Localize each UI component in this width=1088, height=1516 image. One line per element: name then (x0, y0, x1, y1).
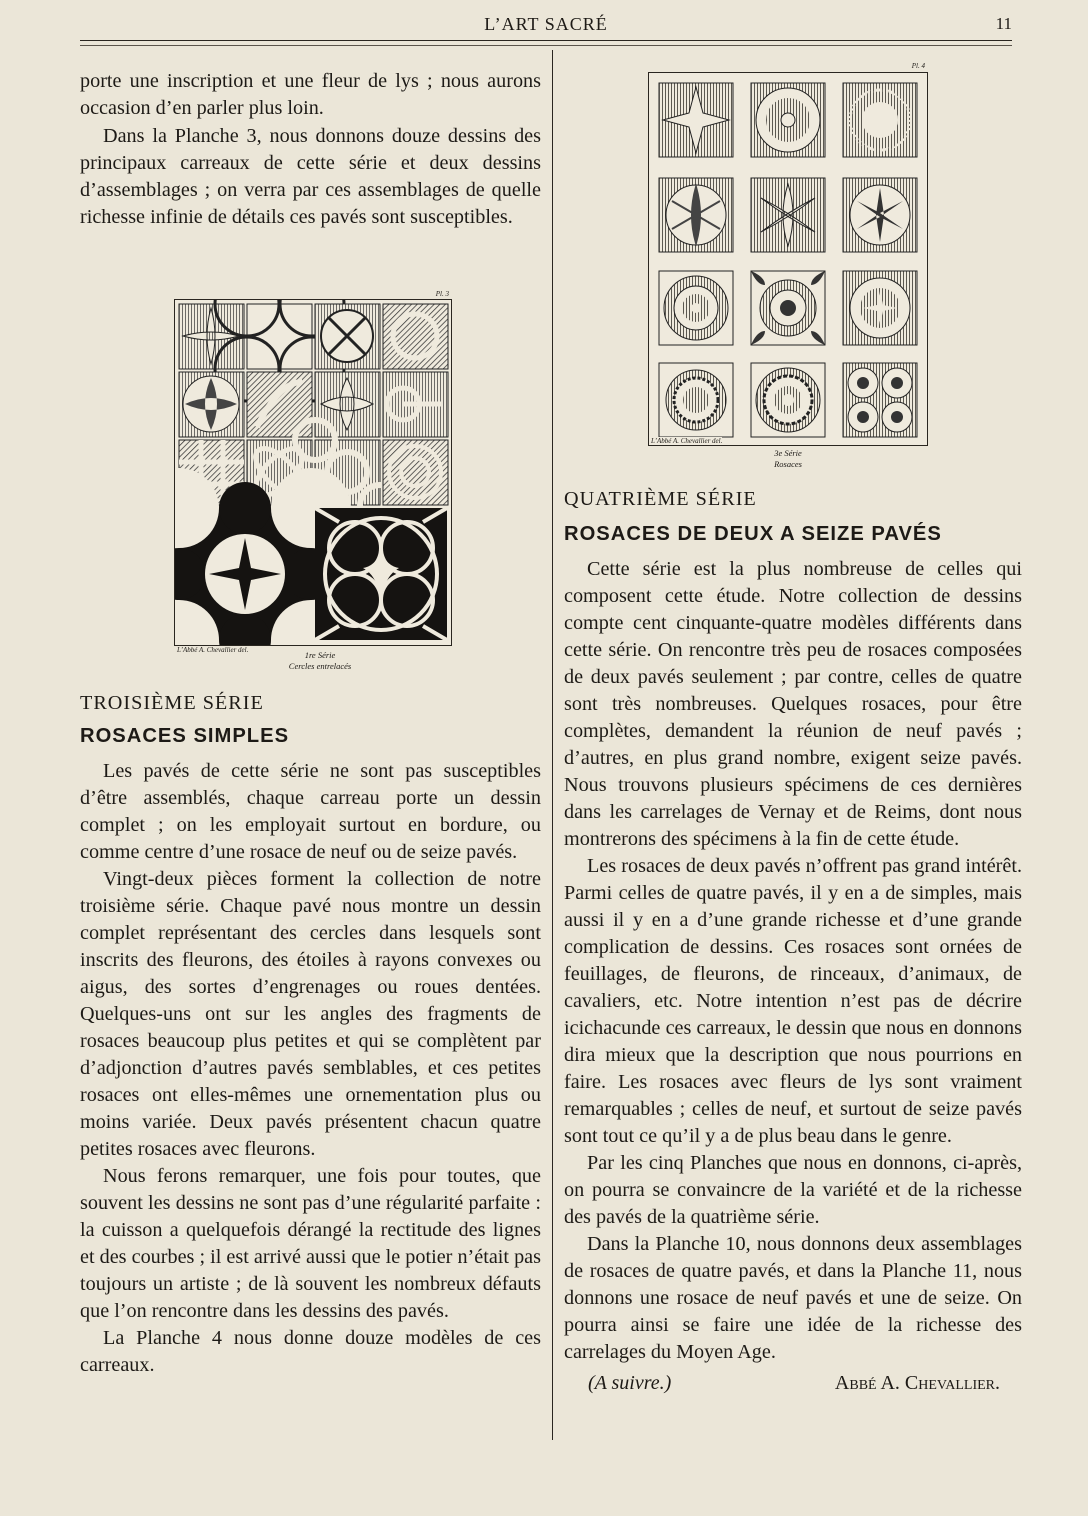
series-label: 3e Série (774, 448, 802, 458)
running-header (80, 12, 1012, 40)
to-be-continued: (A suivre.) (588, 1372, 672, 1394)
plate-3-figure (174, 290, 452, 671)
plate-3-drawing (175, 300, 451, 645)
header-rule-thin (80, 45, 1012, 46)
paragraph: Dans la Planche 10, nous donnons deux assemblages de rosaces de quatre pavés, et dans la Planche 11, nous donnons une rosace de neuf pavés et une de seize. On pourra ainsi se faire une idée de la richesse des carrelages du Moyen Age. (564, 1233, 1022, 1363)
paragraph: Les rosaces de deux pavés n’offrent pas grand intérêt. Parmi celles de quatre pavés, il y en a de simples, mais aussi il y en a d’une grande richesse et d’une grande complication de dessins. Ces rosaces sont ornées de feuillages, de fleurons, de rinceaux, d’animaux, de cavaliers, etc. Notre intention n’est pas de décrire icichacunde ces carreaux, le dessin que nous en donnons dira mieux que la description que nous pourrions en faire. Les rosaces avec fleurs de lys sont vraiment remarquables ; celles de neuf, et surtout de seize pavés sont tout ce qu’il y a de plus beau dans le genre. (564, 855, 1022, 1147)
plate-mark: Pl. 3 (435, 290, 449, 298)
paragraph: Vingt-deux pièces forment la collection de notre troisième série. Chaque pavé nous montre un dessin complet représentant des cercles dans lesquels sont inscrits des fleurons, des étoiles à rayons convexes ou aigus, des sortes d’engrenages ou roues dentées. Quelques-uns ont sur les angles des fragments de rosaces beaucoup plus petites et qui se complètent par d’adjonction d’autres pavés semblables, et ces petites rosaces ont elles-mêmes une ornementation plus ou moins variée. Deux pavés présentent chacun quatre petites rosaces avec fleurons. (80, 868, 541, 1160)
journal-title: L’ART SACRÉ (484, 14, 608, 34)
series-subtitle: Rosaces (774, 459, 802, 469)
assemblage-right (315, 508, 447, 640)
header-rule (80, 40, 1012, 41)
left-column-bottom (80, 690, 541, 1379)
paragraph: Cette série est la plus nombreuse de celles qui composent cette étude. Notre collection de dessins compte cent cinquante-quatre modèles différents dans cette série. On rencontre très peu de rosaces composées de deux pavés seulement ; par contre, celles de quatre sont très nombreuses. Quelques rosaces, pour être complètes, demandent la réunion de neuf pavés ; d’autres, en plus grand nombre, exigent seize pavés. Nous trouvons plusieurs spécimens de ces dernières dans les carrelages de Vernay et de Reims, dont nous montrerons des spécimens à la fin de cette étude. (564, 558, 1022, 850)
artist-credit: L’Abbé A. Chevallier del. (177, 646, 249, 654)
signature-row (564, 1372, 1022, 1395)
page-number: 11 (995, 14, 1012, 33)
plate-4-figure (648, 62, 928, 469)
section-caption: TROISIÈME SÉRIE (80, 692, 264, 714)
author-signature: Abbé A. Chevallier. (834, 1372, 1000, 1394)
paragraph: La Planche 4 nous donne douze modèles de ces carreaux. (80, 1327, 541, 1376)
paragraph: Par les cinq Planches que nous en donnons, ci-après, on pourra se convaincre de la variété et de la richesse des pavés de la quatrième série. (564, 1152, 1022, 1228)
left-column-top (80, 68, 541, 231)
plate-mark: Pl. 4 (911, 62, 925, 70)
series-subtitle: Cercles entrelacés (288, 661, 352, 671)
paragraph: Les pavés de cette série ne sont pas susceptibles d’être assemblés, chaque carreau porte un dessin complet ; on les employait surtout en bordure, ou comme centre d’une rosace de neuf ou de seize pavés. (80, 760, 541, 863)
section-caption: QUATRIÈME SÉRIE (564, 488, 757, 510)
section-title: ROSACES DE DEUX A SEIZE PAVÉS (564, 523, 942, 545)
plate-4-drawing (649, 73, 927, 445)
paragraph: porte une inscription et une fleur de lys ; nous aurons occasion d’en parler plus loin. (80, 70, 541, 119)
series-label: 1re Série (304, 650, 336, 660)
column-divider (552, 50, 553, 1440)
right-column (564, 486, 1022, 1395)
artist-credit: L’Abbé A. Chevallier del. (651, 437, 723, 445)
paragraph: Nous ferons remarquer, une fois pour toutes, que souvent les dessins ne sont pas d’une régularité parfaite : la cuisson a quelquefois dérangé la rectitude des lignes et des courbes ; il est arrivé aussi que le potier n’était pas toujours un artiste ; de là souvent les nombreux défauts que l’on rencontre dans les dessins des pavés. (80, 1165, 541, 1322)
section-title: ROSACES SIMPLES (80, 725, 290, 747)
paragraph: Dans la Planche 3, nous donnons douze dessins des principaux carreaux de cette série et deux dessins d’assemblages ; on verra par ces assemblages de quelle richesse infinie de détails ces pavés sont susceptibles. (80, 125, 541, 228)
rosace-grid (659, 83, 917, 437)
